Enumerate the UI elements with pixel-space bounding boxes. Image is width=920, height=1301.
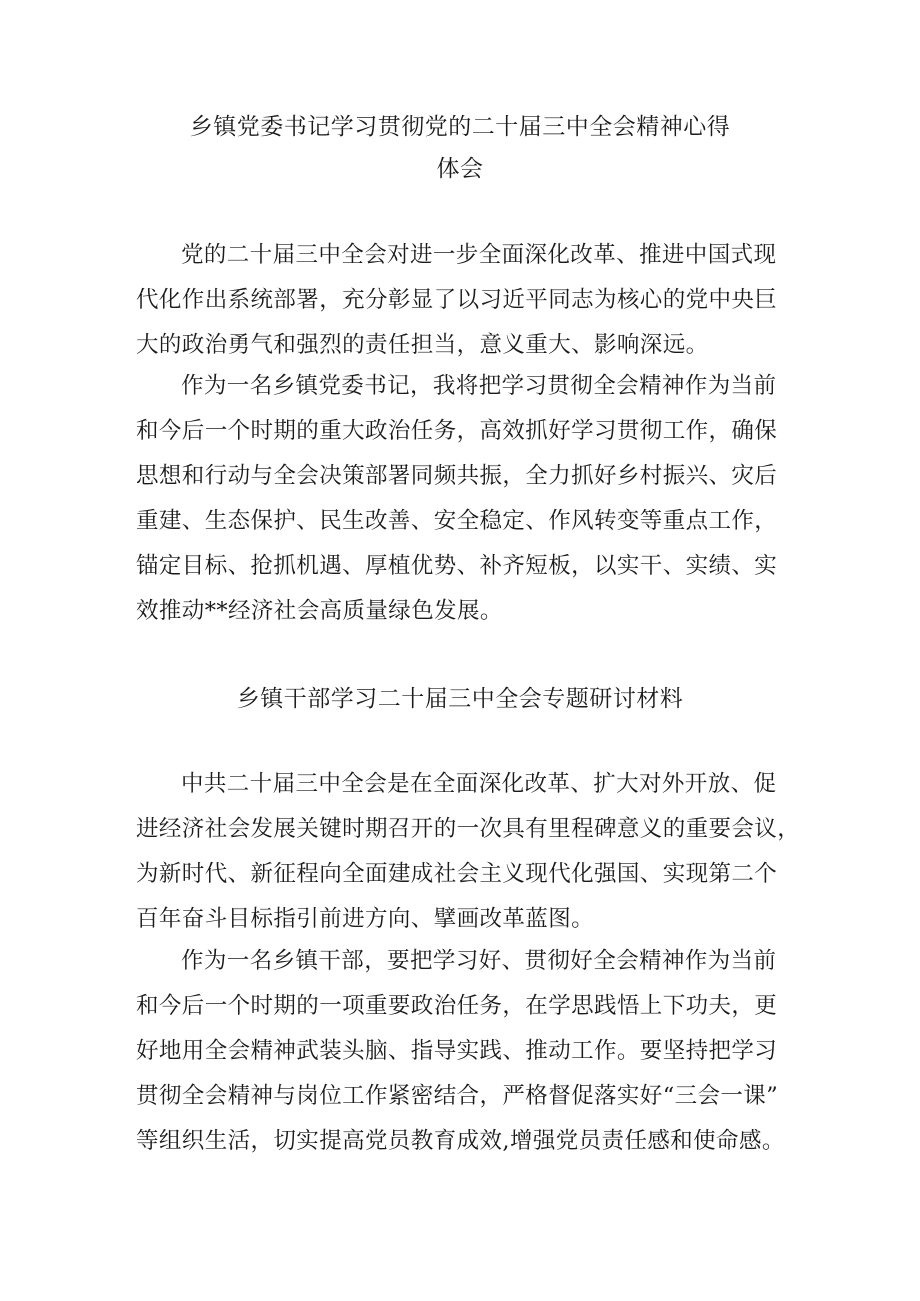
text-line: 作为一名乡镇干部，要把学习好、贯彻好全会精神作为当前 [181, 948, 777, 974]
article1-paragraph-1 [136, 233, 786, 368]
text-line: 思想和行动与全会决策部署同频共振，全力抓好乡村振兴、灾后 [136, 463, 778, 489]
article2-paragraph-2 [136, 939, 786, 1164]
text-line: 好地用全会精神武装头脑、指导实践、推动工作。要坚持把学习 [136, 1038, 778, 1064]
article2-paragraph-1 [136, 762, 801, 942]
text-line: 百年奋斗目标指引前进方向、擘画改革蓝图。 [136, 906, 595, 932]
text-line: 为新时代、新征程向全面建成社会主义现代化强国、实现第二个 [136, 861, 778, 887]
text-line: 中共二十届三中全会是在全面深化改革、扩大对外开放、促 [181, 771, 777, 797]
text-line: 锚定目标、抢抓机遇、厚植优势、补齐短板，以实干、实绩、实 [136, 553, 778, 579]
text-line: 重建、生态保护、民生改善、安全稳定、作风转变等重点工作， [136, 508, 778, 534]
text-line: 进经济社会发展关键时期召开的一次具有里程碑意义的重要会议， [136, 816, 801, 842]
text-line: 等组织生活，切实提高党员教育成效,增强党员责任感和使命感。 [136, 1128, 785, 1154]
text-line: 效推动**经济社会高质量绿色发展。 [136, 598, 503, 624]
article1-title [0, 106, 920, 190]
text-line: 和今后一个时期的重大政治任务，高效抓好学习贯彻工作，确保 [136, 418, 778, 444]
text-line: 大的政治勇气和强烈的责任担当，意义重大、影响深远。 [136, 332, 709, 358]
article1-title-line1: 乡镇党委书记学习贯彻党的二十届三中全会精神心得 [189, 114, 731, 140]
article1-paragraph-2 [136, 364, 786, 634]
text-line: 贯彻全会精神与岗位工作紧密结合，严格督促落实好“三会一课” [136, 1083, 779, 1109]
article1-title-line2: 体会 [436, 156, 484, 182]
text-line: 和今后一个时期的一项重要政治任务，在学思践悟上下功夫，更 [136, 993, 778, 1019]
text-line: 党的二十届三中全会对进一步全面深化改革、推进中国式现 [181, 242, 777, 268]
text-line: 作为一名乡镇党委书记，我将把学习贯彻全会精神作为当前 [181, 373, 777, 399]
text-line: 代化作出系统部署，充分彰显了以习近平同志为核心的党中央巨 [136, 287, 778, 313]
article2-title [0, 678, 920, 720]
article2-title-line: 乡镇干部学习二十届三中全会专题研讨材料 [236, 686, 684, 712]
